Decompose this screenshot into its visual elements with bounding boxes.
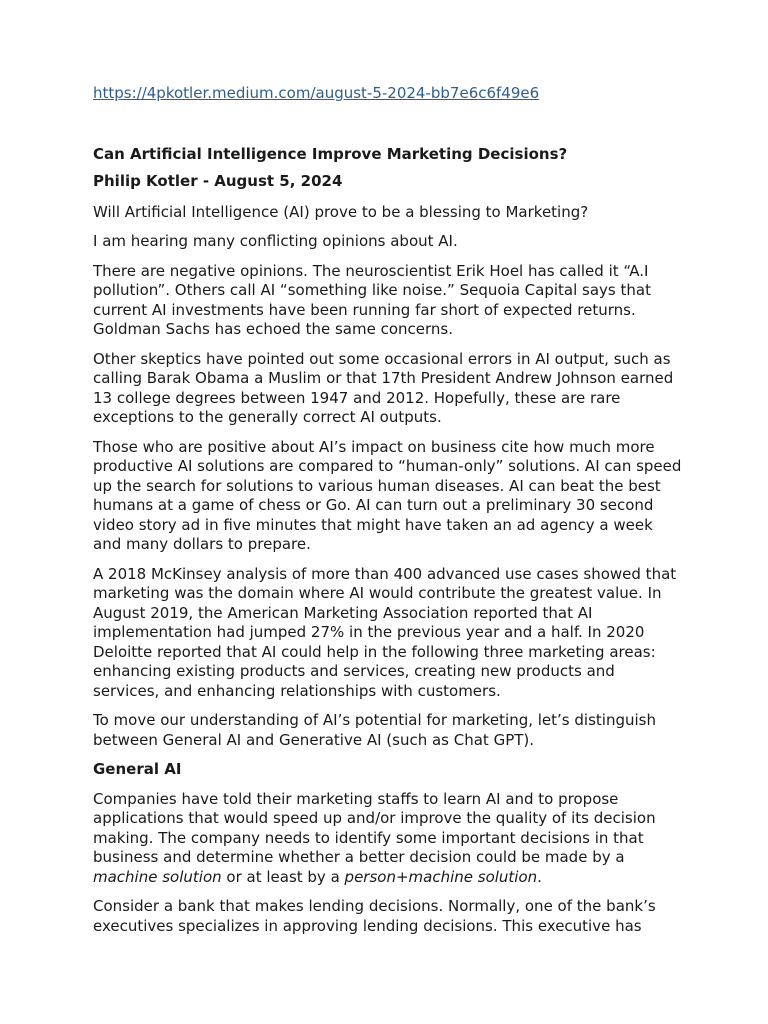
paragraph-7: To move our understanding of AI’s potential for marketing, let’s distinguish between General AI and Generative AI (such as Chat GPT). [93, 711, 656, 749]
article [93, 84, 683, 946]
paragraph-2: I am hearing many conflicting opinions about AI. [93, 232, 458, 250]
article-byline: Philip Kotler - August 5, 2024 [93, 172, 343, 190]
paragraph-8 [93, 790, 683, 888]
paragraph-8-emphasis-person-machine-solution: person+machine solution [344, 867, 538, 886]
paragraph-9: Consider a bank that makes lending decisions. Normally, one of the bank’s executives specializes in approving lending decisions. This executive has [93, 897, 656, 935]
paragraph-5: Those who are positive about AI’s impact on business cite how much more productive AI solutions are compared to “human-only” solutions. AI can speed up the search for solutions to various human diseases. AI can beat the best humans at a game of chess or Go. AI can turn out a preliminary 30 second video story ad in five minutes that might have taken an ad agency a week and many dollars to prepare. [93, 437, 682, 553]
paragraph-8-text-c: . [537, 867, 542, 886]
paragraph-3: There are negative opinions. The neuroscientist Erik Hoel has called it “A.I pollution”. Others call AI “something like noise.” Sequoia Capital says that current AI investments have been running far short of expected returns. Goldman Sachs has echoed the same concerns. [93, 261, 651, 338]
paragraph-8-text-a: Companies have told their marketing staffs to learn AI and to propose applications that would speed up and/or improve the quality of its decision making. The company needs to identify some important decisions in that business and determine whether a better decision could be made by a [93, 789, 656, 866]
article-url-link[interactable]: https://4pkotler.medium.com/august-5-2024-bb7e6c6f49e6 [93, 84, 540, 102]
section-heading-general-ai: General AI [93, 760, 182, 778]
paragraph-8-text-b: or at least by a [221, 867, 345, 886]
article-title: Can Artificial Intelligence Improve Marketing Decisions? [93, 144, 568, 163]
paragraph-1: Will Artificial Intelligence (AI) prove to be a blessing to Marketing? [93, 202, 589, 221]
paragraph-6: A 2018 McKinsey analysis of more than 400 advanced use cases showed that marketing was the domain where AI would contribute the greatest value. In August 2019, the American Marketing Association reported that AI implementation had jumped 27% in the previous year and a half. In 2020 Deloitte reported that AI could help in the following three marketing areas: enhancing existing products and services, creating new products and services, and enhancing relationships with customers. [93, 564, 677, 700]
paragraph-8-emphasis-machine-solution: machine solution [93, 867, 222, 886]
paragraph-4: Other skeptics have pointed out some occasional errors in AI output, such as calling Barak Obama a Muslim or that 17th President Andrew Johnson earned 13 college degrees between 1947 and 2012. Hopefully, these are rare exceptions to the generally correct AI outputs. [93, 349, 674, 426]
